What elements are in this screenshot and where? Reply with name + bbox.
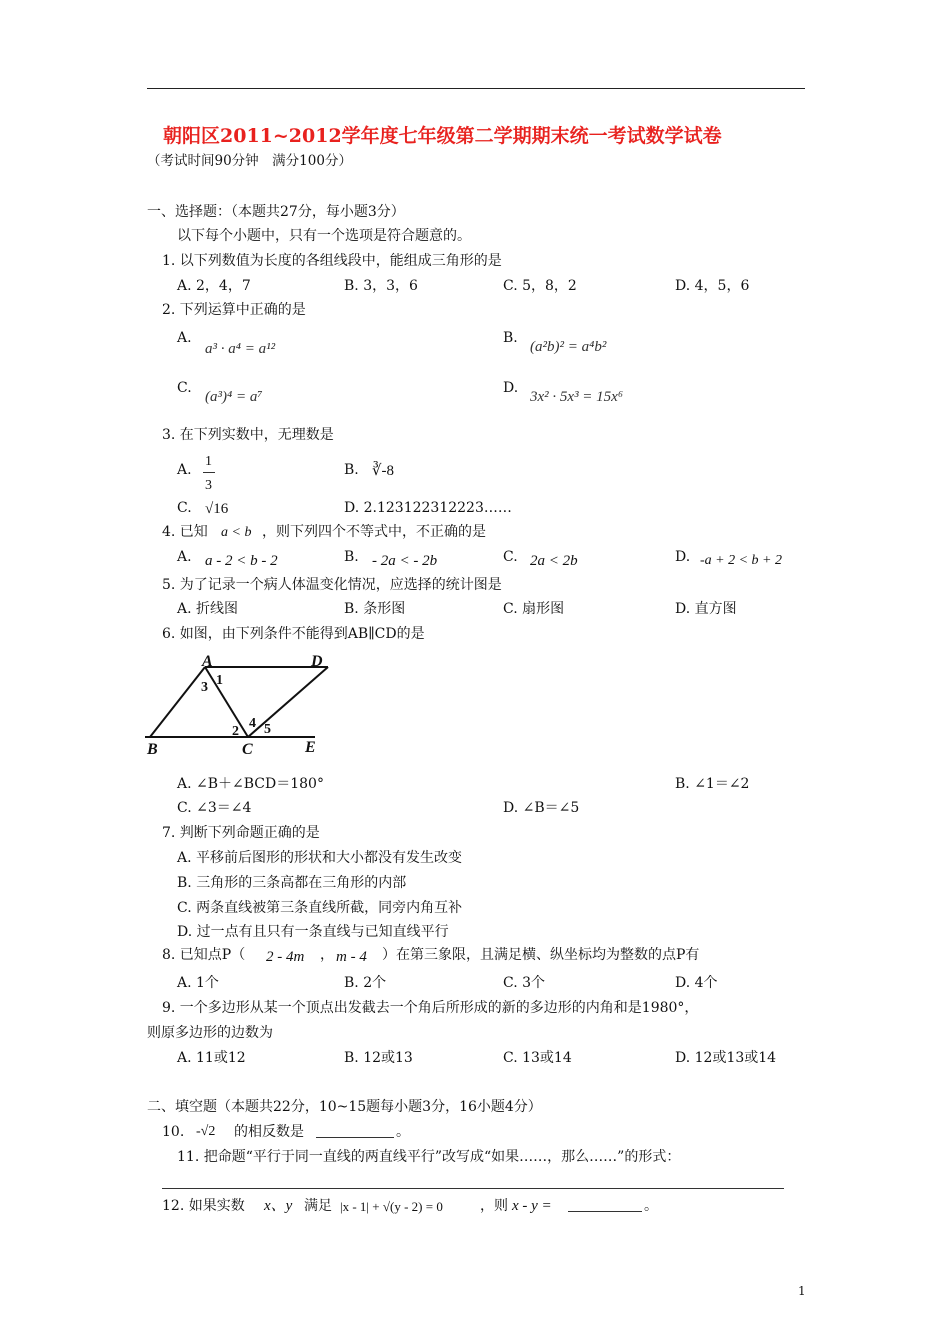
q4-option-d: D. — [675, 549, 691, 565]
q9-stem: 9. 一个多边形从某一个顶点出发截去一个角后所形成的新的多边形的内角和是1980°， — [162, 1000, 699, 1016]
q2-option-a: A. — [177, 330, 192, 346]
q7-option-c: C. 两条直线被第三条直线所截，同旁内角互补 — [177, 900, 463, 916]
q8-option-b: B. 2个 — [344, 975, 387, 991]
q12-end: 。 — [644, 1198, 658, 1214]
q7-stem: 7. 判断下列命题正确的是 — [162, 825, 320, 841]
q3-stem: 3. 在下列实数中，无理数是 — [162, 427, 334, 443]
q3-option-a: A. — [177, 462, 192, 478]
q12-stem-post: ，则 — [480, 1198, 508, 1214]
q3-option-c: C. — [177, 500, 192, 516]
q1-option-a: A. 2，4，7 — [177, 278, 251, 294]
q4-option-b: B. — [344, 549, 359, 565]
segment-dc — [248, 667, 328, 737]
q4-condition: a < b — [221, 525, 252, 540]
q1-option-c: C. 5，8，2 — [503, 278, 577, 294]
segment-ab — [150, 667, 205, 737]
page-title: 朝阳区2011~2012学年度七年级第二学期期末统一考试数学试卷 — [163, 125, 722, 147]
q11-stem: 11. 把命题“平行于同一直线的两直线平行”改写成“如果……，那么……”的形式： — [177, 1149, 681, 1165]
q4-stem-pre: 4. 已知 — [162, 524, 208, 540]
q4-expr-d: -a + 2 < b + 2 — [700, 553, 783, 568]
q7-option-b: B. 三角形的三条高都在三角形的内部 — [177, 875, 407, 891]
q9-option-a: A. 11或12 — [177, 1050, 246, 1066]
q3-fraction-denominator: 3 — [205, 478, 212, 493]
q8-coordinate-y: m - 4 — [336, 949, 367, 965]
q2-option-b: B. — [503, 330, 518, 346]
q2-expr-d: 3x² · 5x³ = 15x⁶ — [530, 389, 624, 405]
q5-stem: 5. 为了记录一个病人体温变化情况，应选择的统计图是 — [162, 577, 502, 593]
q8-stem-post: ）在第三象限，且满足横、纵坐标均为整数的点P有 — [382, 947, 700, 963]
q12-condition-expr: |x - 1| + √(y - 2) = 0 — [340, 1199, 443, 1214]
label-b: B — [147, 741, 158, 758]
q10-expr: -√2 — [196, 1124, 216, 1139]
q4-stem-post: ，则下列四个不等式中，不正确的是 — [262, 524, 486, 540]
q4-option-c: C. — [503, 549, 518, 565]
q5-option-b: B. 条形图 — [344, 601, 406, 617]
q8-option-a: A. 1个 — [177, 975, 219, 991]
q6-geometry-figure — [145, 650, 345, 760]
q12-answer-blank[interactable] — [568, 1211, 642, 1212]
q10-answer-blank[interactable] — [316, 1137, 394, 1138]
q6-option-c: C. ∠3＝∠4 — [177, 800, 252, 816]
angle-label-1: 1 — [216, 673, 223, 688]
q1-stem: 1. 以下列数值为长度的各组线段中，能组成三角形的是 — [162, 253, 502, 269]
q1-option-b: B. 3，3，6 — [344, 278, 418, 294]
angle-label-3: 3 — [201, 680, 208, 695]
angle-label-5: 5 — [264, 722, 271, 737]
angle-label-4: 4 — [249, 716, 256, 731]
q6-option-d: D. ∠B＝∠5 — [503, 800, 580, 816]
segment-ac — [205, 667, 248, 737]
q2-stem: 2. 下列运算中正确的是 — [162, 302, 306, 318]
q8-stem-pre: 8. 已知点P（ — [162, 947, 246, 963]
q8-coordinate-x: 2 - 4m — [266, 949, 305, 965]
q5-option-a: A. 折线图 — [177, 601, 239, 617]
q3-fraction-numerator: 1 — [205, 454, 212, 469]
q9-stem-continued: 则原多边形的边数为 — [147, 1025, 273, 1041]
q2-expr-c: (a³)⁴ = a⁷ — [205, 389, 263, 405]
q12-stem-mid: 满足 — [304, 1198, 332, 1214]
q8-option-d: D. 4个 — [675, 975, 718, 991]
q6-option-a: A. ∠B＋∠BCD＝180° — [177, 776, 324, 792]
label-c: C — [242, 741, 253, 758]
q9-option-d: D. 12或13或14 — [675, 1050, 777, 1066]
q4-option-a: A. — [177, 549, 192, 565]
q8-comma: ， — [320, 947, 334, 963]
q2-expr-a: a³ · a⁴ = a¹² — [205, 341, 276, 357]
top-rule — [147, 88, 805, 89]
q10-end: 。 — [396, 1124, 410, 1140]
angle-label-2: 2 — [232, 724, 239, 739]
q9-option-c: C. 13或14 — [503, 1050, 572, 1066]
q5-option-d: D. 直方图 — [675, 601, 737, 617]
q10-text: 的相反数是 — [234, 1124, 304, 1140]
q7-option-a: A. 平移前后图形的形状和大小都没有发生改变 — [177, 850, 463, 866]
q3-option-d: D. 2.123122312223…… — [344, 500, 512, 516]
label-a: A — [202, 653, 213, 670]
q4-expr-a: a - 2 < b - 2 — [205, 553, 278, 569]
q3-expr-b: ∛-8 — [372, 463, 395, 479]
q2-expr-b: (a²b)² = a⁴b² — [530, 339, 607, 355]
section1-intro: 以下每个小题中，只有一个选项是符合题意的。 — [177, 228, 471, 244]
q6-option-b: B. ∠1＝∠2 — [675, 776, 750, 792]
q4-expr-c: 2a < 2b — [530, 553, 578, 569]
page-number: 1 — [798, 1284, 806, 1298]
label-d: D — [311, 653, 323, 670]
q7-option-d: D. 过一点有且只有一条直线与已知直线平行 — [177, 924, 449, 940]
q10-number: 10. — [162, 1124, 185, 1140]
q2-option-d: D. — [503, 380, 519, 396]
q9-option-b: B. 12或13 — [344, 1050, 413, 1066]
q3-fraction-bar — [203, 472, 215, 473]
q1-option-d: D. 4，5，6 — [675, 278, 750, 294]
q11-answer-blank[interactable] — [162, 1188, 784, 1189]
section1-heading: 一、选择题：（本题共27分，每小题3分） — [147, 204, 405, 220]
section2-heading: 二、填空题（本题共22分，10~15题每小题3分，16小题4分） — [147, 1099, 542, 1115]
q4-expr-b: - 2a < - 2b — [372, 553, 438, 569]
q2-option-c: C. — [177, 380, 192, 396]
q5-option-c: C. 扇形图 — [503, 601, 565, 617]
q3-expr-c: √16 — [205, 501, 229, 517]
q12-variables: x、y — [264, 1198, 293, 1214]
q12-ask-expr: x - y = — [512, 1198, 552, 1214]
q3-option-b: B. — [344, 462, 359, 478]
q6-stem: 6. 如图，由下列条件不能得到AB∥CD的是 — [162, 626, 425, 642]
label-e: E — [305, 739, 316, 756]
exam-subtitle: （考试时间90分钟 满分100分） — [147, 153, 352, 169]
q8-option-c: C. 3个 — [503, 975, 546, 991]
q12-stem-pre: 12. 如果实数 — [162, 1198, 245, 1214]
